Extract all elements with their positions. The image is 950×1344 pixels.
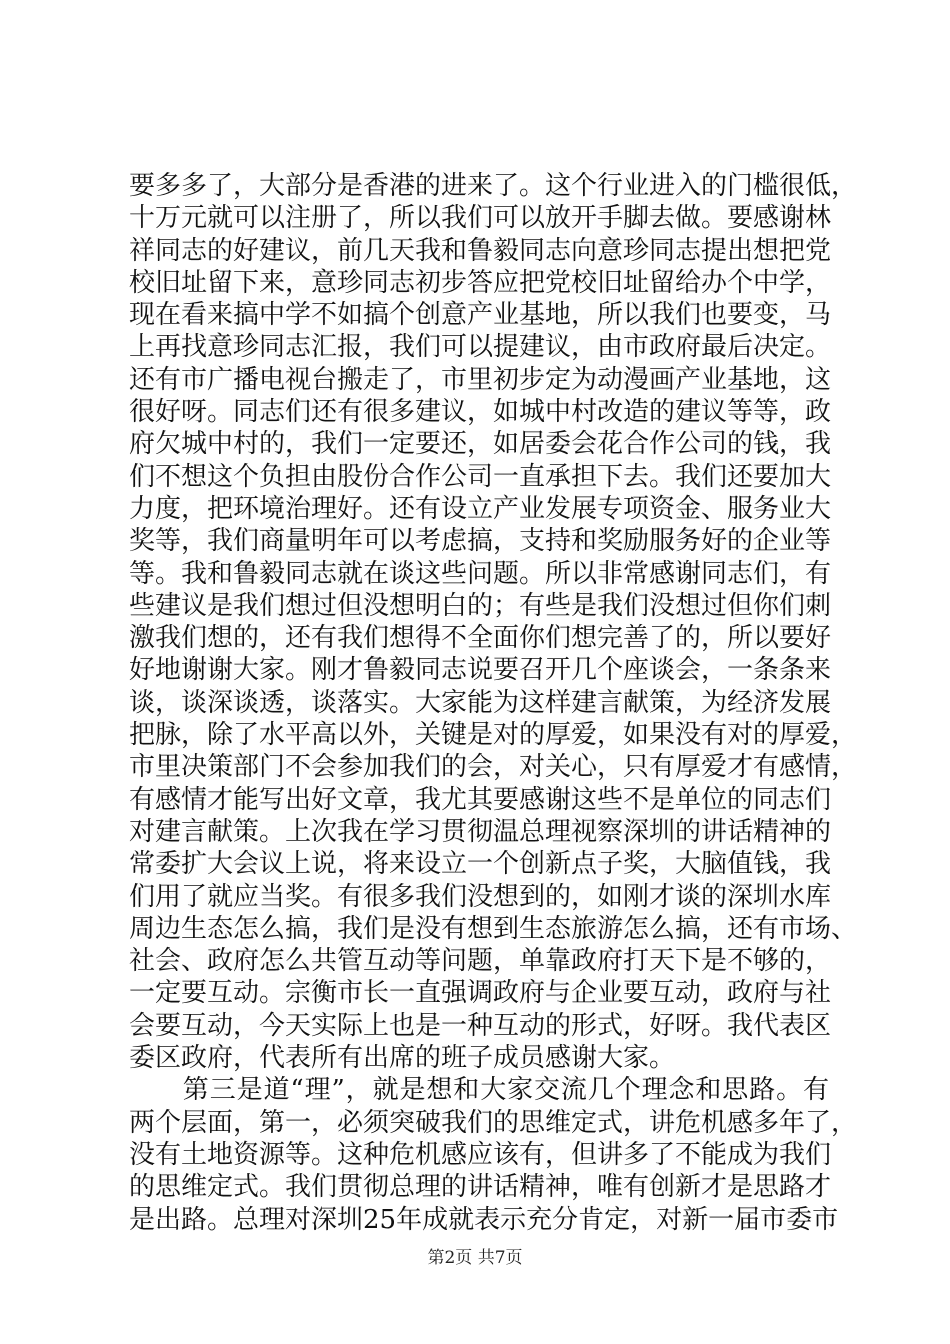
text-line: 是出路。总理对深圳25年成就表示充分肯定，对新一届市委市 [129, 1204, 839, 1235]
text-line: 还有市广播电视台搬走了，市里初步定为动漫画产业基地，这 [129, 364, 832, 395]
text-line: 常委扩大会议上说，将来设立一个创新点子奖，大脑值钱，我 [129, 849, 832, 880]
text-line: 现在看来搞中学不如搞个创意产业基地，所以我们也要变，马 [129, 300, 832, 331]
text-line: 两个层面，第一，必须突破我们的思维定式，讲危机感多年了， [129, 1107, 858, 1138]
text-line: 奖等，我们商量明年可以考虑搞，支持和奖励服务好的企业等 [129, 526, 832, 557]
text-line: 会要互动，今天实际上也是一种互动的形式，好呀。我代表区 [129, 1010, 832, 1041]
text-line: 好地谢谢大家。刚才鲁毅同志说要召开几个座谈会，一条条来 [129, 655, 832, 686]
text-line: 力度，把环境治理好。还有设立产业发展专项资金、服务业大 [129, 493, 832, 524]
text-line: 对建言献策。上次我在学习贯彻温总理视察深圳的讲话精神的 [129, 816, 832, 847]
text-line: 第三是道“理”，就是想和大家交流几个理念和思路。有 [129, 1075, 829, 1106]
text-line: 社会、政府怎么共管互动等问题，单靠政府打天下是不够的， [129, 946, 832, 977]
page-footer: 第2页 共7页 [427, 1248, 523, 1268]
text-line: 委区政府，代表所有出席的班子成员感谢大家。 [129, 1043, 676, 1074]
text-line: 们用了就应当奖。有很多我们没想到的，如刚才谈的深圳水库 [129, 881, 832, 912]
text-line: 祥同志的好建议，前几天我和鲁毅同志向意珍同志提出想把党 [129, 235, 832, 266]
text-line: 激我们想的，还有我们想得不全面你们想完善了的，所以要好 [129, 623, 832, 654]
document-body-text [129, 170, 858, 1236]
text-line: 很好呀。同志们还有很多建议，如城中村改造的建议等等，政 [129, 397, 832, 428]
text-line: 府欠城中村的，我们一定要还，如居委会花合作公司的钱，我 [129, 429, 832, 460]
text-line: 们不想这个负担由股份合作公司一直承担下去。我们还要加大 [129, 461, 832, 492]
text-line: 没有土地资源等。这种危机感应该有，但讲多了不能成为我们 [129, 1139, 832, 1170]
text-line: 些建议是我们想过但没想明白的；有些是我们没想过但你们刺 [129, 590, 832, 621]
text-line: 等。我和鲁毅同志就在谈这些问题。所以非常感谢同志们，有 [129, 558, 832, 589]
text-line: 十万元就可以注册了，所以我们可以放开手脚去做。要感谢林 [129, 203, 832, 234]
text-line: 的思维定式。我们贯彻总理的讲话精神，唯有创新才是思路才 [129, 1172, 832, 1203]
text-line: 要多多了，大部分是香港的进来了。这个行业进入的门槛很低， [129, 171, 858, 201]
text-line: 谈，谈深谈透，谈落实。大家能为这样建言献策，为经济发展 [129, 687, 832, 718]
text-line: 校旧址留下来，意珍同志初步答应把党校旧址留给办个中学， [129, 267, 832, 298]
text-line: 上再找意珍同志汇报，我们可以提建议，由市政府最后决定。 [129, 332, 832, 363]
text-line: 有感情才能写出好文章，我尤其要感谢这些不是单位的同志们 [129, 784, 832, 815]
text-line: 一定要互动。宗衡市长一直强调政府与企业要互动，政府与社 [129, 978, 832, 1009]
text-line: 周边生态怎么搞，我们是没有想到生态旅游怎么搞，还有市场、 [129, 913, 858, 944]
text-line: 市里决策部门不会参加我们的会，对关心，只有厚爱才有感情， [129, 752, 858, 783]
text-line: 把脉，除了水平高以外，关键是对的厚爱，如果没有对的厚爱， [129, 720, 858, 751]
